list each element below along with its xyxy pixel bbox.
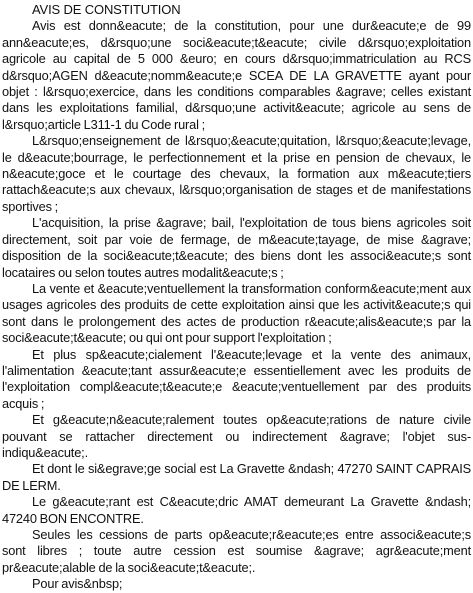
paragraph-equestrian: L&rsquo;enseignement de l&rsquo;&eacute;quitation, l&rsquo;&eacute;levage, le d&eacute;bourrage, le perfectionnement et la prise en pension de chevaux, le n&eacute;goce et le courtage des chevaux, la formation aux m&eacute;tiers rattach&eacute;s aux chevaux, l&rsquo;organisation de stages et de manifestations sportives ; <box>2 133 471 214</box>
paragraph-registered-office: Et dont le si&egrave;ge social est La Gravette &ndash; 47270 SAINT CAPRAIS DE LERM. <box>2 461 471 493</box>
paragraph-general-operations: Et g&eacute;n&eacute;ralement toutes op&eacute;rations de nature civile pouvant se rattacher directement ou indirectement &agrave; l'objet sus-indiqu&eacute;. <box>2 412 471 460</box>
paragraph-breeding: Et plus sp&eacute;cialement l'&eacute;levage et la vente des animaux, l'alimentation &eacute;tant assur&eacute;e essentiellement avec les produits de l'exploitation compl&eacute;t&eacute;e &eacute;ventuellement par des produits acquis ; <box>2 346 471 411</box>
notice-title: AVIS DE CONSTITUTION <box>32 2 181 17</box>
paragraph-manager: Le g&eacute;rant est C&eacute;dric AMAT demeurant La Gravette &ndash; 47240 BON ENCONTRE. <box>2 494 471 526</box>
paragraph-closing: Pour avis&nbsp; <box>32 576 123 592</box>
paragraph-object-intro: Avis est donn&eacute; de la constitution, pour une dur&eacute;e de 99 ann&eacute;es, d&rsquo;une soci&eacute;t&eacute; civile d&rsquo;exploitation agricole au capital de 5 000 &euro; en cours d&rsquo;immatriculation au RCS d&rsquo;AGEN d&eacute;nomm&eacute;e SCEA DE LA GRAVETTE ayant pour objet : l&rsquo;exercice, dans les conditions comparables &agrave; celles existant dans les exploitations familial, d&rsquo;une activit&eacute; agricole au sens de l&rsquo;article L311-1 du Code rural ; <box>2 18 471 132</box>
paragraph-share-transfers: Seules les cessions de parts op&eacute;r&eacute;es entre associ&eacute;s sont libres ; toute autre cession est soumise &agrave; agr&eacute;ment pr&eacute;alable de la soci&eacute;t&eacute;. <box>2 527 471 575</box>
paragraph-acquisition: L'acquisition, la prise &agrave; bail, l'exploitation de tous biens agricoles soit directement, soit par voie de fermage, de m&eacute;tayage, de mise &agrave; disposition de la soci&eacute;t&eacute; des biens dont les associ&eacute;s sont locataires ou selon toutes autres modalit&eacute;s ; <box>2 215 471 280</box>
paragraph-sale: La vente et &eacute;ventuellement la transformation conform&eacute;ment aux usages agricoles des produits de cette exploitation ainsi que les activit&eacute;s qui sont dans le prolongement des actes de production r&eacute;alis&eacute;s par la soci&eacute;t&eacute; ou qui ont pour support l'exploitation ; <box>2 280 471 346</box>
